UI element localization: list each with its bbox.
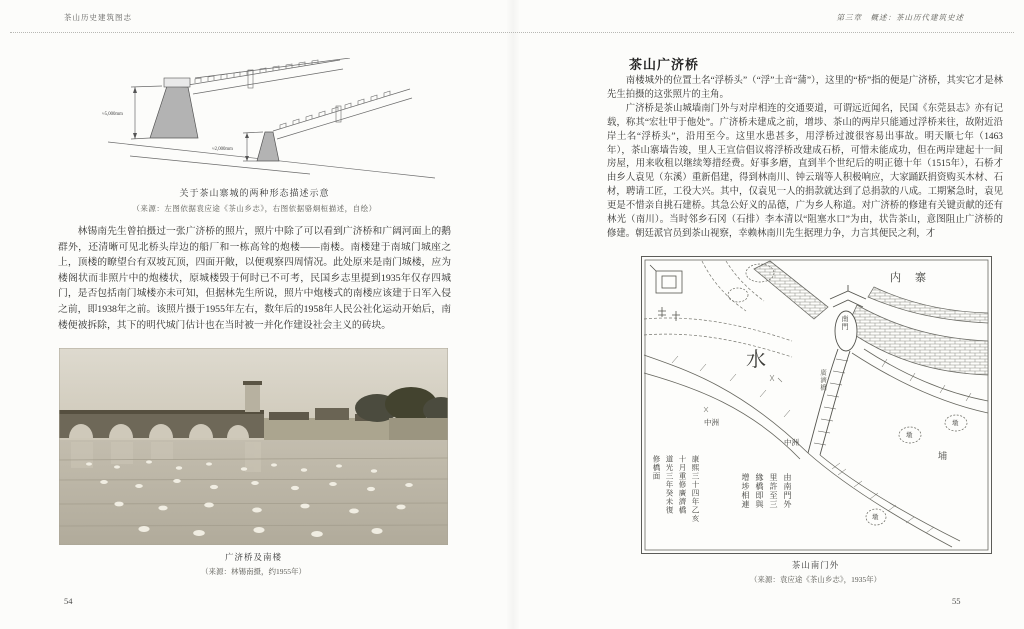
inscription-left-col-1: 康熙三十四年乙亥 — [691, 455, 700, 523]
page-number-left: 54 — [64, 596, 73, 606]
running-head-left: 茶山历史建筑图志 — [64, 13, 132, 22]
page-seam — [506, 0, 520, 629]
map-source: （来源：袁应途《茶山乡志》，1935年） — [749, 575, 882, 584]
bridge-band — [808, 349, 850, 455]
paragraph: 南楼城外的位置土名“浮桥头”（“浮”土音“蒲”），这里的“桥”指的便是广济桥，其实它才是林先生拍摄的这张照片的主角。 — [607, 76, 1003, 100]
inscription-left-col-2: 十月重修廣濟橋 — [678, 455, 687, 515]
map-illustration — [641, 256, 992, 554]
mound-label: 墩 — [872, 514, 879, 521]
map-label-islet-left: 中洲 — [704, 418, 719, 427]
diagram-linework — [108, 58, 435, 178]
photo-source: （来源：林锡南摄，约1955年） — [201, 567, 306, 576]
inscription-left-col-4: 修橋面 — [652, 455, 661, 481]
paragraph: 广济桥是茶山城墙南门外与对岸相连的交通要道，可谓远近闻名，民国《东莞县志》亦有记载，称其“宏壮甲于他处”。广济桥未建成之前，增埗、茶山的两岸只能通过浮桥来往，故附近沿岸土名“浮桥头”，沿用至今。这里水患甚多，用浮桥过渡很容易出事故。明天顺七年（1463年），茶山寨墙告竣，里人王宣信倡议将浮桥改建成石桥，可惜未能成功，但在两岸建起十一间房屋，用来收租以继续筹措经费。好事多磨，直到半个世纪后的明正德十年（1515年），石桥才由乡人袁见（东溪）重新倡建，得到林南川、钟云瑞等人积极响应，大家踊跃捐资购买木材、石材，聘请工匠，工役大兴。其中，仅袁见一人的捐款就达到了总捐款的八成。工期紧急时，袁见更是不惜亲自挑石建桥。其急公好义的品德，广为乡人称道。对广济桥的修建有关键贡献的还有林光（南川）。当时邻乡石冈（石排）李本清以“阻塞水口”为由，状告茶山，意图阻止广济桥的修建。朝廷派官员到茶山视察，幸赖林南川先生据理力争，力言其便民之利，才 — [607, 103, 1003, 239]
diagram-caption: 关于茶山寨城的两种形态描述示意 — [179, 188, 330, 198]
inscription-right-col-1: 由南門外 — [783, 473, 792, 509]
compound-icon — [650, 265, 682, 321]
map-label-bank: 埔 — [938, 451, 948, 461]
map-label-south-gate: 南門 — [841, 315, 849, 331]
wall-left-segment — [754, 261, 828, 319]
map-label-water: 水 — [746, 349, 766, 371]
map-label-bridge: 廣濟橋 — [819, 369, 826, 392]
wall-parapet — [868, 287, 988, 323]
running-head-right: 第三章 概述：茶山历代建筑史述 — [836, 13, 964, 22]
map-label-islet-center: 中洲 — [784, 438, 799, 447]
right-page-body — [607, 75, 1003, 242]
photo-caption: 广济桥及南楼 — [224, 552, 282, 562]
inscription-left-col-3: 道光三年癸未復 — [665, 455, 674, 515]
inscription-right-col-3: 緣橋即與 — [755, 473, 764, 509]
bridge-photo — [59, 348, 448, 545]
wall-schematic-diagram — [100, 58, 440, 182]
inscription-right-col-4: 增埗相連 — [741, 473, 750, 509]
dimension-label-right: ≈2,000mm — [212, 147, 233, 152]
map-label-inner-fort: 内寨 — [890, 272, 940, 284]
section-title: 茶山广济桥 — [629, 57, 700, 72]
water-marks — [704, 375, 782, 412]
page-number-right: 55 — [952, 596, 961, 606]
dimension-label-left: ≈5,000mm — [102, 112, 123, 117]
inscription-right-col-2: 里許至三 — [769, 473, 778, 509]
mound-label: 墩 — [952, 420, 959, 427]
left-page-body — [58, 224, 451, 333]
paragraph: 林锡南先生曾拍摄过一张广济桥的照片，照片中除了可以看到广济桥和广阔河面上的鹅群外，还清晰可见北桥头岸边的船厂和一栋高耸的炮楼——南楼。南楼建于南城门城座之上，顶楼的瞭望台有双坡瓦顶，四面开敞，以便观察四周情况。此处原来是南门城楼，应为楼阁状而非照片中的炮楼状，原城楼毁于何时已不可考，民国乡志里提到1935年仅存四城门，是否包括南门城楼亦未可知，但据林先生所说，照片中炮楼式的南楼应该建于日军入侵之前，即1938年之前。该照片摄于1955年左右，数年后的1958年人民公社化运动开始后，南楼便被拆除，其下的明代城门估计也在当时被一并化作建设社会主义的砖块。 — [58, 226, 451, 331]
diagram-source: （来源：左图依据袁应途《茶山乡志》，右图依据骆炯桓描述，自绘） — [132, 204, 377, 213]
header-dotted-rule — [10, 32, 1014, 33]
map-caption: 茶山南门外 — [791, 560, 840, 570]
mound-label: 墩 — [906, 432, 913, 439]
